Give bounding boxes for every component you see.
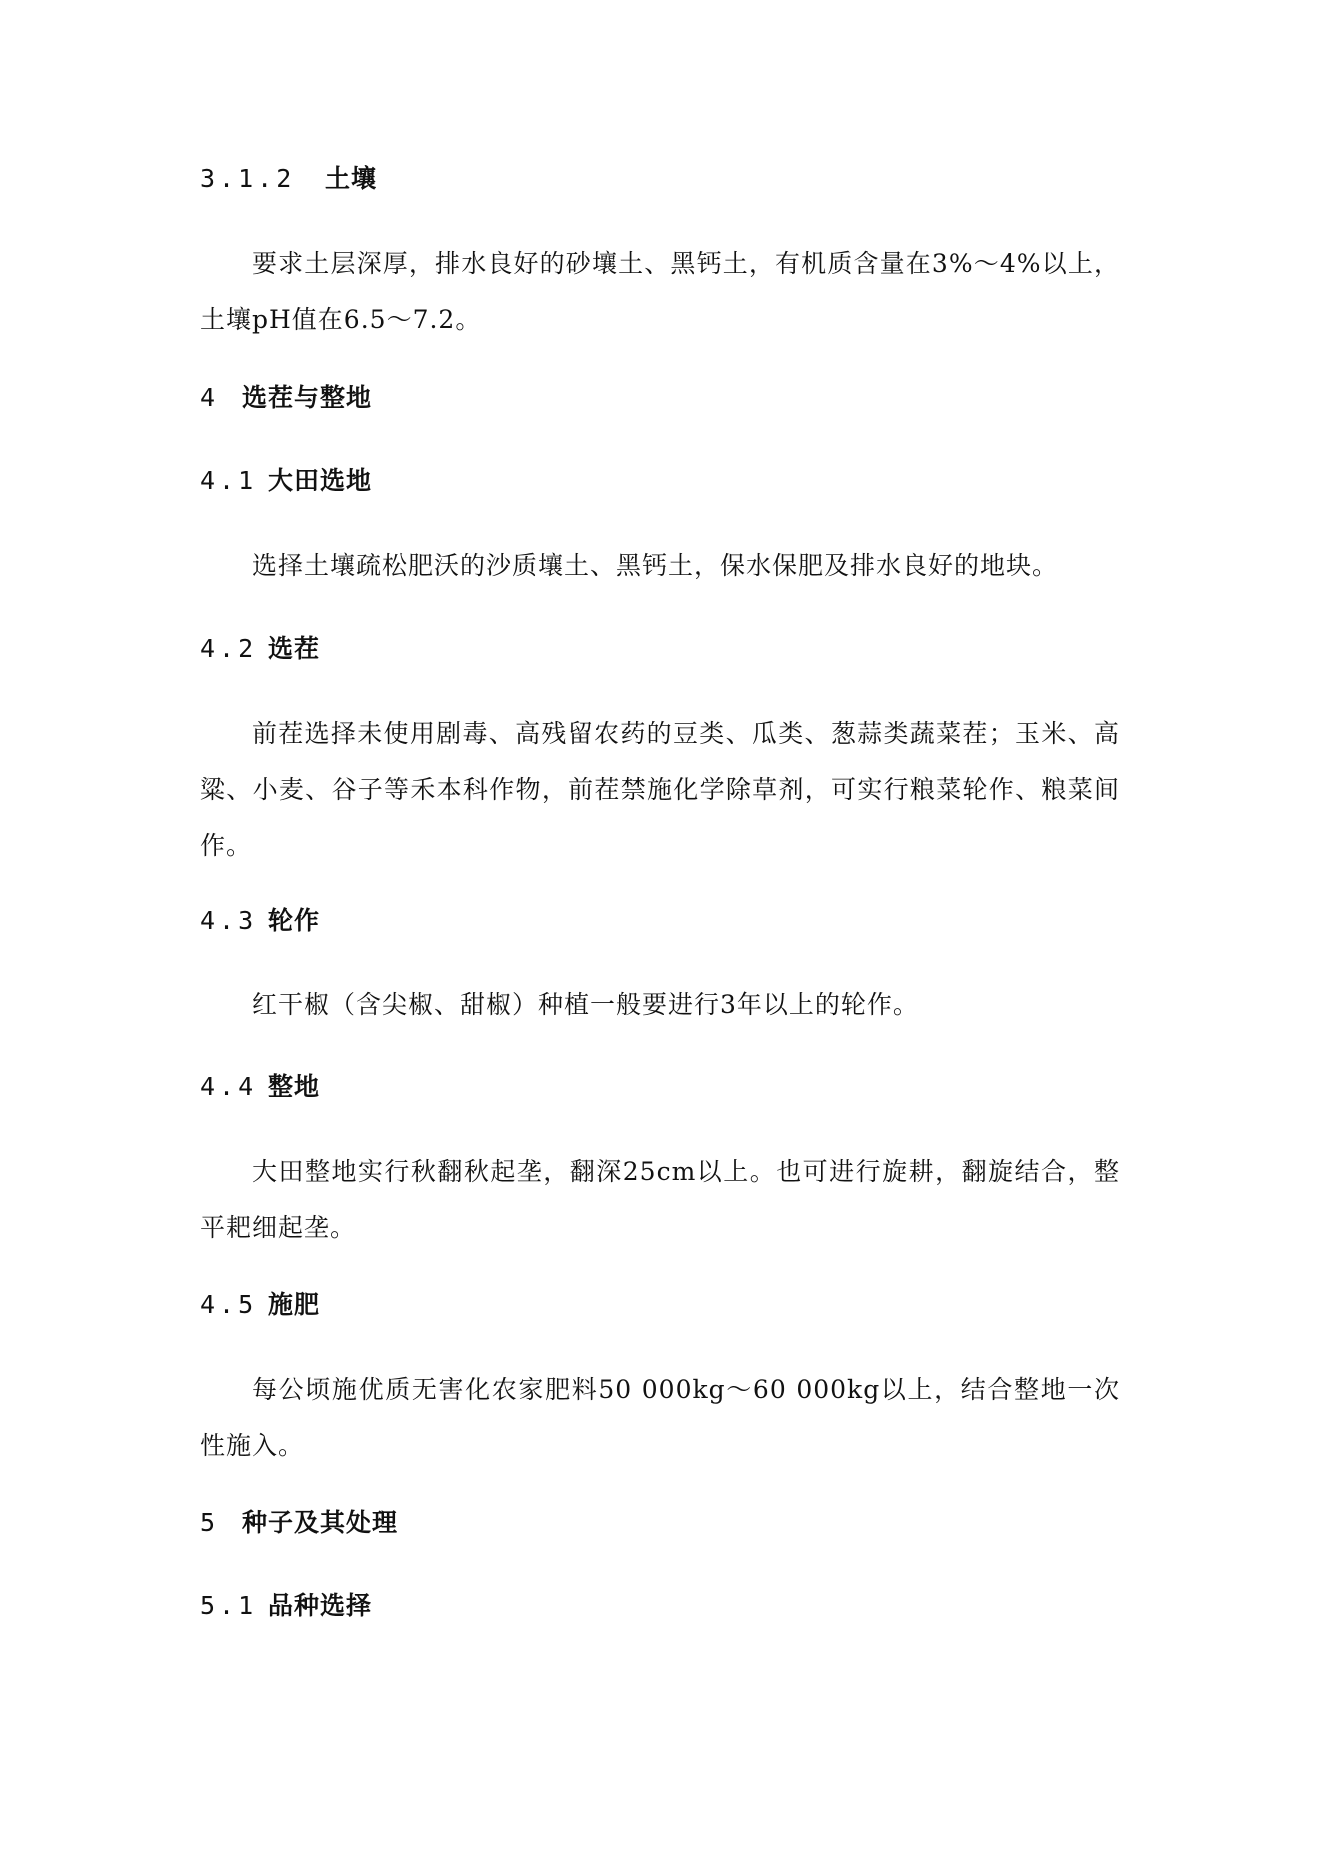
heading-5-1 (200, 1591, 372, 1621)
heading-4 (200, 383, 372, 413)
heading-4-5 (200, 1290, 320, 1320)
section-number: 4.5 (200, 1290, 258, 1319)
paragraph-rotation: 红干椒（含尖椒、甜椒）种植一般要进行3年以上的轮作。 (252, 990, 919, 1019)
heading-4-4 (200, 1072, 320, 1102)
section-title: 土壤 (325, 164, 378, 193)
section-title: 整地 (268, 1072, 321, 1101)
section-number: 4.4 (200, 1072, 258, 1101)
section-number: 5.1 (200, 1591, 258, 1620)
paragraph-soil: 要求土层深厚，排水良好的砂壤土、黑钙土，有机质含量在3%～4%以上，土壤pH值在6.5～7.2。 (200, 249, 1120, 334)
section-number: 4.3 (200, 906, 258, 935)
section-number: 4.2 (200, 634, 258, 663)
heading-3-1-2 (200, 164, 377, 194)
heading-5 (200, 1508, 398, 1538)
paragraph-field-selection: 选择土壤疏松肥沃的沙质壤土、黑钙土，保水保肥及排水良好的地块。 (252, 551, 1059, 580)
section-number: 5 (200, 1508, 220, 1537)
section-title: 种子及其处理 (242, 1508, 399, 1537)
heading-4-1 (200, 466, 372, 496)
section-title: 施肥 (268, 1290, 321, 1319)
section-title: 选茬与整地 (242, 383, 373, 412)
heading-4-2 (200, 634, 320, 664)
section-title: 大田选地 (268, 466, 373, 495)
paragraph-land-prep: 大田整地实行秋翻秋起垄，翻深25cm以上。也可进行旋耕，翻旋结合，整平耙细起垄。 (200, 1157, 1120, 1242)
paragraph-previous-crop: 前茬选择未使用剧毒、高残留农药的豆类、瓜类、葱蒜类蔬菜茬；玉米、高粱、小麦、谷子等禾本科作物，前茬禁施化学除草剂，可实行粮菜轮作、粮菜间作。 (200, 719, 1120, 860)
section-number: 3.1.2 (200, 164, 296, 193)
section-number: 4.1 (200, 466, 258, 495)
paragraph-fertilization: 每公顷施优质无害化农家肥料50 000kg～60 000kg以上，结合整地一次性施入。 (200, 1375, 1120, 1460)
section-title: 轮作 (268, 906, 321, 935)
section-number: 4 (200, 383, 220, 412)
section-title: 选茬 (268, 634, 321, 663)
section-title: 品种选择 (268, 1591, 373, 1620)
heading-4-3 (200, 906, 320, 936)
